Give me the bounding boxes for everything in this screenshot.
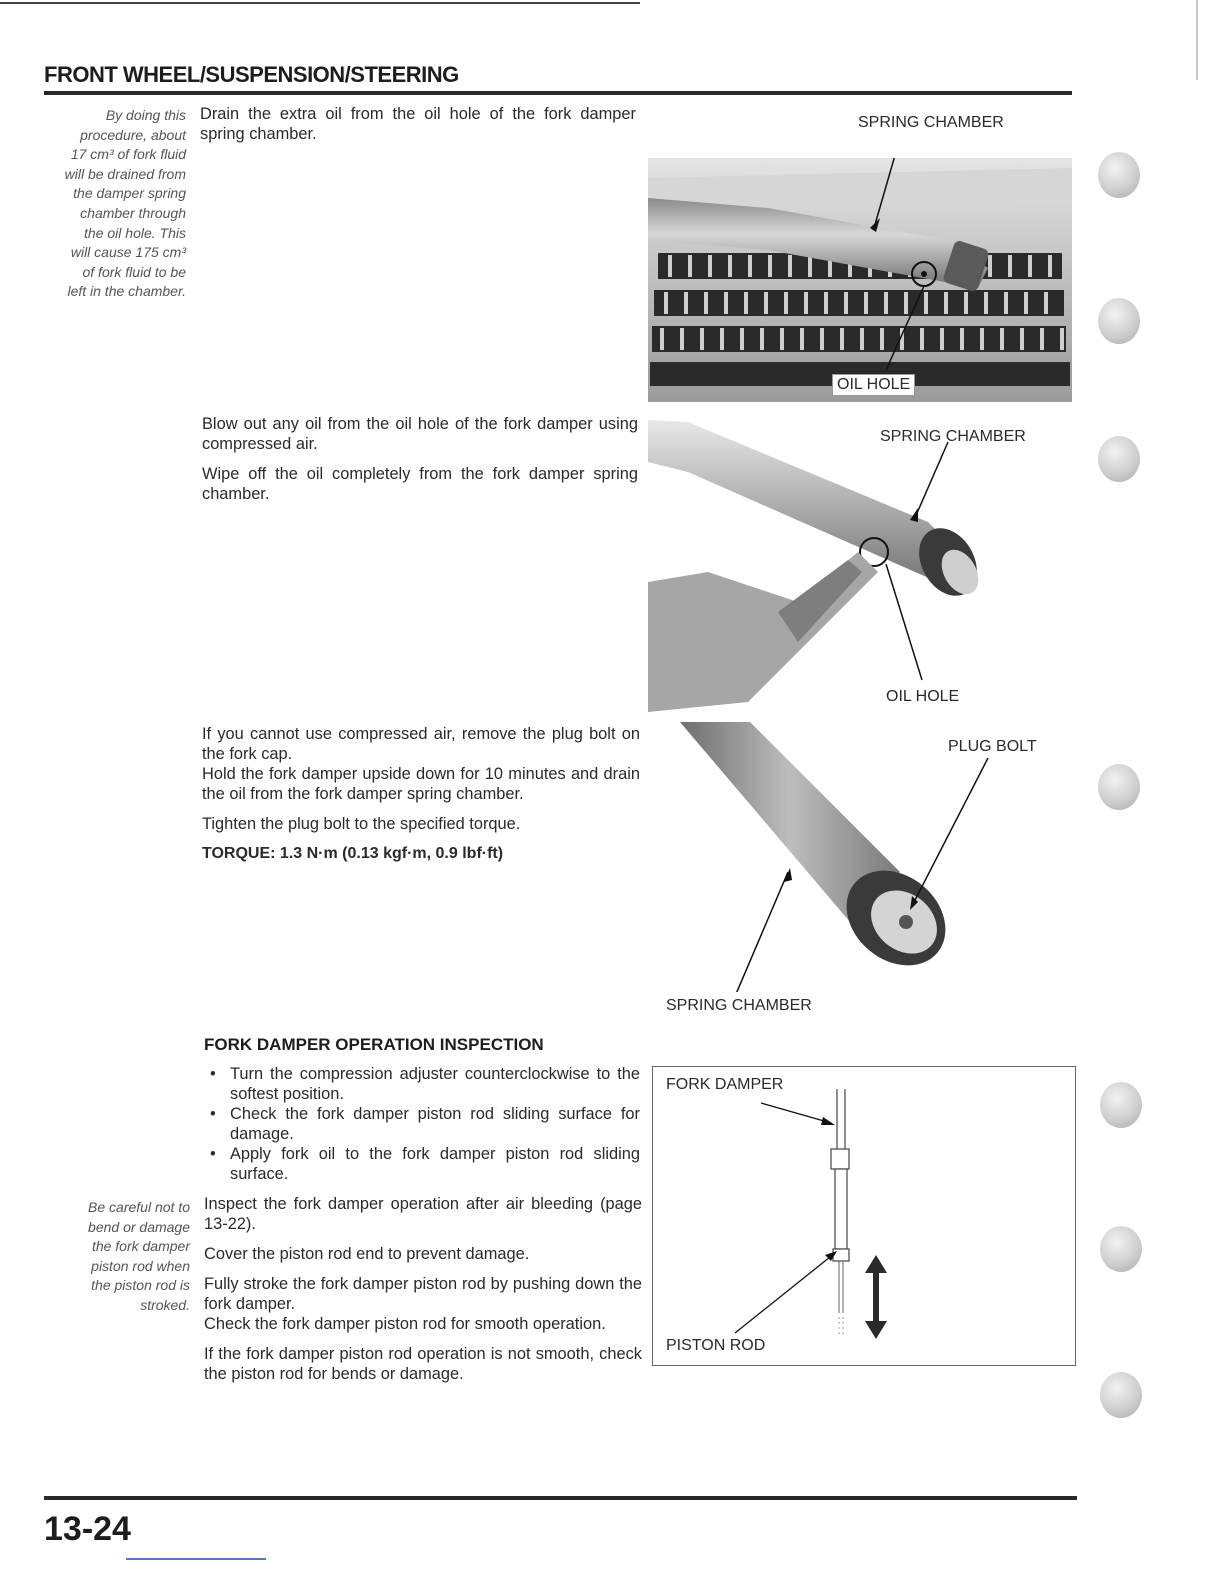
sidenote-line: left in the chamber. [67,283,186,300]
photo-plug-bolt-illustration [660,722,1070,992]
sidenote-line: procedure, about [80,126,186,143]
sidenote-line: will be drained from [64,165,186,182]
footer-link-underline [126,1558,266,1560]
step-check-smooth: Check the fork damper piston rod for smooth operation. [204,1315,606,1333]
step-inspect: Inspect the fork damper operation after air bleeding (page 13-22). [204,1195,642,1233]
margin-tab-marker [1098,152,1140,198]
sidenote-line: 17 cm³ of fork fluid [70,146,186,163]
torque-spec: TORQUE: 1.3 N·m (0.13 kgf·m, 0.9 lbf·ft) [202,845,504,862]
page-number: 13-24 [44,1510,131,1548]
sidenote-line: the fork damper [91,1238,190,1255]
sidenote-drain [40,106,186,302]
sidenote-line: bend or damage [88,1218,190,1235]
inspection-steps [204,1194,642,1394]
sidenote-line: the oil hole. This [84,224,186,241]
sidenote-line: the piston rod is [91,1277,190,1294]
step-drain: Drain the extra oil from the oil hole of the fork damper spring chamber. [200,105,636,143]
margin-tab-marker [1098,298,1140,344]
photo-drain-illustration [648,158,1072,402]
step-block-no-air [202,724,640,864]
sidenote-line: chamber through [80,204,186,221]
bullet-dot: • [210,1105,216,1123]
bullet-text: Turn the compression adjuster counterclockwise to the softest position. [230,1065,640,1103]
step-remove-plug: If you cannot use compressed air, remove the plug bolt on the fork cap. [202,725,640,763]
bullet-text: Apply fork oil to the fork damper piston rod sliding surface. [230,1145,640,1183]
sidenote-line: of fork fluid to be [82,263,186,280]
margin-tab-marker [1098,764,1140,810]
list-item [206,1144,640,1184]
bullet-dot: • [210,1065,216,1083]
sidenote-line: Be careful not to [88,1199,190,1215]
step-cover: Cover the piston rod end to prevent damage. [204,1245,530,1263]
photo-plug-bolt [660,722,1070,992]
photo-compressed-air-illustration [648,412,1072,712]
step-wipe: Wipe off the oil completely from the fork damper spring chamber. [202,465,638,503]
step-stroke: Fully stroke the fork damper piston rod by pushing down the fork damper. [204,1275,642,1313]
margin-tab-marker [1100,1226,1142,1272]
step-not-smooth: If the fork damper piston rod operation is not smooth, check the piston rod for bends or damage. [204,1345,642,1383]
step-blow: Blow out any oil from the oil hole of the fork damper using compressed air. [202,415,638,453]
inspection-heading: FORK DAMPER OPERATION INSPECTION [204,1035,544,1054]
sidenote-line: the damper spring [73,185,186,202]
margin-tab-marker [1098,436,1140,482]
label-spring-chamber-1: SPRING CHAMBER [858,114,1004,131]
sidenote-line: By doing this [105,107,186,123]
footer-rule [44,1496,1077,1500]
label-fork-damper: FORK DAMPER [666,1076,784,1093]
list-item [206,1064,640,1104]
label-spring-chamber-2: SPRING CHAMBER [880,428,1026,445]
section-title-rule [44,91,1072,95]
section-title: FRONT WHEEL/SUSPENSION/STEERING [44,62,459,87]
label-oil-hole-2: OIL HOLE [886,688,960,705]
label-piston-rod: PISTON ROD [666,1337,766,1354]
diagram-fork-damper [652,1066,1076,1366]
margin-tab-marker [1100,1372,1142,1418]
inspection-bullets [206,1064,640,1184]
fork-damper-diagram [653,1067,1075,1365]
bullet-dot: • [210,1145,216,1163]
sidenote-line: piston rod when [91,1257,190,1274]
top-edge-line [0,2,640,4]
sidenote-line: stroked. [140,1296,190,1313]
label-spring-chamber-3: SPRING CHAMBER [666,997,812,1014]
step-hold-upside-down: Hold the fork damper upside down for 10 minutes and drain the oil from the fork damper spring chamber. [202,765,640,803]
photo-compressed-air [648,412,1072,712]
label-plug-bolt: PLUG BOLT [948,738,1037,755]
margin-tab-marker [1100,1082,1142,1128]
photo-drain-oil-hole [648,158,1072,402]
sidenote-careful [40,1198,190,1316]
sidenote-line: will cause 175 cm³ [70,244,186,261]
bullet-text: Check the fork damper piston rod sliding surface for damage. [230,1105,640,1143]
step-tighten: Tighten the plug bolt to the specified torque. [202,815,521,833]
step-block-blow [202,414,638,514]
label-oil-hole-1: OIL HOLE [832,374,915,396]
right-edge-mark [1196,0,1198,80]
list-item [206,1104,640,1144]
